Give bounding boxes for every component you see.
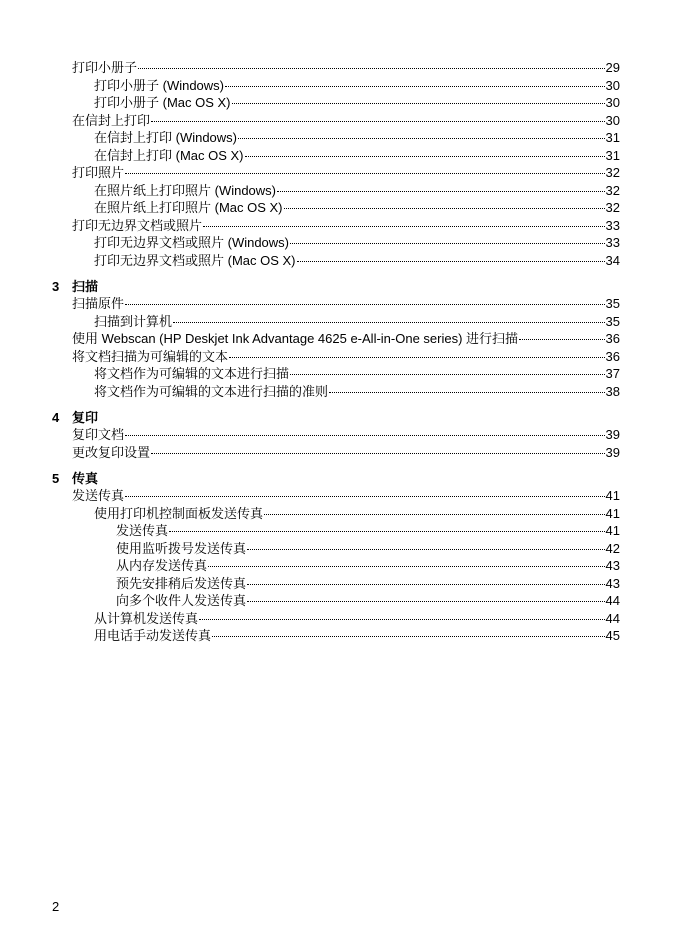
dot-leader [519,339,605,340]
dot-leader [264,514,605,515]
toc-entry[interactable] [52,94,620,112]
toc-entry[interactable] [52,129,620,147]
toc-entry-page: 41 [605,505,620,521]
dot-leader [329,392,605,393]
section-number: 4 [52,410,60,425]
dot-leader [125,173,605,174]
toc-entry[interactable] [52,147,620,165]
toc-entry-page: 30 [605,77,620,93]
toc-entry-title: 打印小册子 [72,60,138,75]
toc-entry-page: 44 [605,610,620,626]
dot-leader [208,566,605,567]
section-number: 5 [52,471,60,486]
dot-leader [247,584,605,585]
dot-leader [173,322,605,323]
toc-entry-page: 33 [605,217,620,233]
toc-entry[interactable] [52,610,620,628]
toc-entry[interactable] [52,234,620,252]
toc-entry-page: 34 [605,252,620,268]
toc-entry-page: 32 [605,200,620,215]
toc-entry-title: 使用 Webscan (HP Deskjet Ink Advantage 4625 e-All-in-One series) 进行扫描 [72,331,519,346]
toc-entry-page: 37 [605,366,620,381]
toc-entry[interactable] [52,348,620,366]
dot-leader [151,453,605,454]
toc-entry-title: 在照片纸上打印照片 (Windows) [94,182,277,198]
toc-entry-page: 41 [605,488,620,503]
toc-entry-title: 在信封上打印 (Windows) [94,130,238,145]
section-heading [52,470,620,487]
toc-entry[interactable] [52,557,620,575]
dot-leader [212,636,605,637]
toc-entry[interactable] [52,164,620,182]
toc-entry[interactable] [52,59,620,77]
toc-entry-page: 36 [605,331,620,346]
toc-entry-page: 32 [605,165,620,180]
toc-entry[interactable] [52,252,620,270]
dot-leader [290,374,605,375]
toc-entry-title: 将文档作为可编辑的文本进行扫描的准则 [94,383,329,399]
dot-leader [238,138,605,139]
toc-entry-page: 45 [605,628,620,643]
toc-entry[interactable] [52,575,620,593]
toc-entry-title: 扫描到计算机 [94,313,173,329]
toc-entry-page: 33 [605,235,620,250]
dot-leader [245,156,605,157]
toc-entry-title: 复印文档 [72,427,125,442]
toc-entry-page: 29 [605,60,620,75]
toc-entry-title: 将文档扫描为可编辑的文本 [72,348,229,364]
section-number: 3 [52,279,60,294]
toc-entry-title: 打印照片 [72,165,125,180]
toc-entry-page: 39 [605,427,620,442]
dot-leader [277,191,605,192]
dot-leader [290,243,605,244]
dot-leader [297,261,605,262]
toc-entry[interactable] [52,365,620,383]
toc-entry[interactable] [52,487,620,505]
toc-entry[interactable] [52,330,620,348]
toc-entry-title: 使用监听拨号发送传真 [116,540,247,556]
dot-leader [125,304,605,305]
toc-entry[interactable] [52,522,620,540]
toc-entry-title: 发送传真 [116,523,169,538]
toc-entry-page: 35 [605,296,620,311]
dot-leader [232,103,605,104]
toc-entry-title: 扫描原件 [72,296,125,311]
toc-entry-page: 38 [605,383,620,399]
toc-entry[interactable] [52,444,620,462]
toc-entry[interactable] [52,112,620,130]
toc-entry-title: 打印无边界文档或照片 [72,217,203,233]
toc-entry[interactable] [52,199,620,217]
dot-leader [247,549,605,550]
toc-entry-title: 在信封上打印 (Mac OS X) [94,147,244,163]
dot-leader [125,496,605,497]
toc-entry-page: 36 [605,348,620,364]
toc-entry-page: 42 [605,540,620,556]
toc-entry-page: 41 [605,523,620,538]
table-of-contents [52,59,620,645]
toc-entry-page: 39 [605,444,620,460]
toc-entry[interactable] [52,505,620,523]
toc-entry[interactable] [52,217,620,235]
toc-entry-title: 向多个收件人发送传真 [116,593,247,608]
dot-leader [125,435,605,436]
toc-entry-title: 打印小册子 (Mac OS X) [94,95,231,110]
toc-entry-title: 在信封上打印 [72,112,151,128]
toc-entry-title: 从计算机发送传真 [94,610,199,626]
dot-leader [199,619,605,620]
toc-entry-title: 用电话手动发送传真 [94,628,212,643]
toc-entry-page: 43 [605,575,620,591]
section-heading [52,409,620,426]
toc-entry-title: 发送传真 [72,488,125,503]
toc-entry[interactable] [52,540,620,558]
section-title: 复印 [72,410,99,425]
dot-leader [229,357,605,358]
toc-entry-title: 打印无边界文档或照片 (Mac OS X) [94,252,296,268]
dot-leader [138,68,605,69]
toc-entry-title: 更改复印设置 [72,444,151,460]
toc-entry[interactable] [52,313,620,331]
toc-entry-title: 预先安排稍后发送传真 [116,575,247,591]
section-title: 传真 [72,471,99,486]
toc-entry-title: 将文档作为可编辑的文本进行扫描 [94,366,290,381]
toc-entry[interactable] [52,182,620,200]
toc-entry-page: 44 [605,593,620,608]
toc-entry[interactable] [52,627,620,645]
toc-entry-page: 30 [605,112,620,128]
toc-entry-page: 30 [605,95,620,110]
dot-leader [169,531,605,532]
toc-entry-page: 32 [605,182,620,198]
dot-leader [203,226,605,227]
toc-entry-title: 在照片纸上打印照片 (Mac OS X) [94,200,283,215]
section-heading [52,278,620,295]
toc-entry-page: 31 [605,147,620,163]
dot-leader [225,86,605,87]
toc-entry-title: 打印无边界文档或照片 (Windows) [94,235,290,250]
toc-entry[interactable] [52,592,620,610]
dot-leader [284,208,605,209]
toc-entry-page: 35 [605,313,620,329]
toc-entry-title: 使用打印机控制面板发送传真 [94,505,264,521]
toc-entry[interactable] [52,426,620,444]
dot-leader [247,601,605,602]
page-number: 2 [52,899,60,914]
section-title: 扫描 [72,279,99,294]
toc-entry-page: 43 [605,558,620,573]
toc-entry[interactable] [52,383,620,401]
toc-entry-title: 从内存发送传真 [116,558,208,573]
toc-entry-page: 31 [605,130,620,145]
toc-entry[interactable] [52,77,620,95]
toc-entry[interactable] [52,295,620,313]
dot-leader [151,121,605,122]
toc-entry-title: 打印小册子 (Windows) [94,77,225,93]
